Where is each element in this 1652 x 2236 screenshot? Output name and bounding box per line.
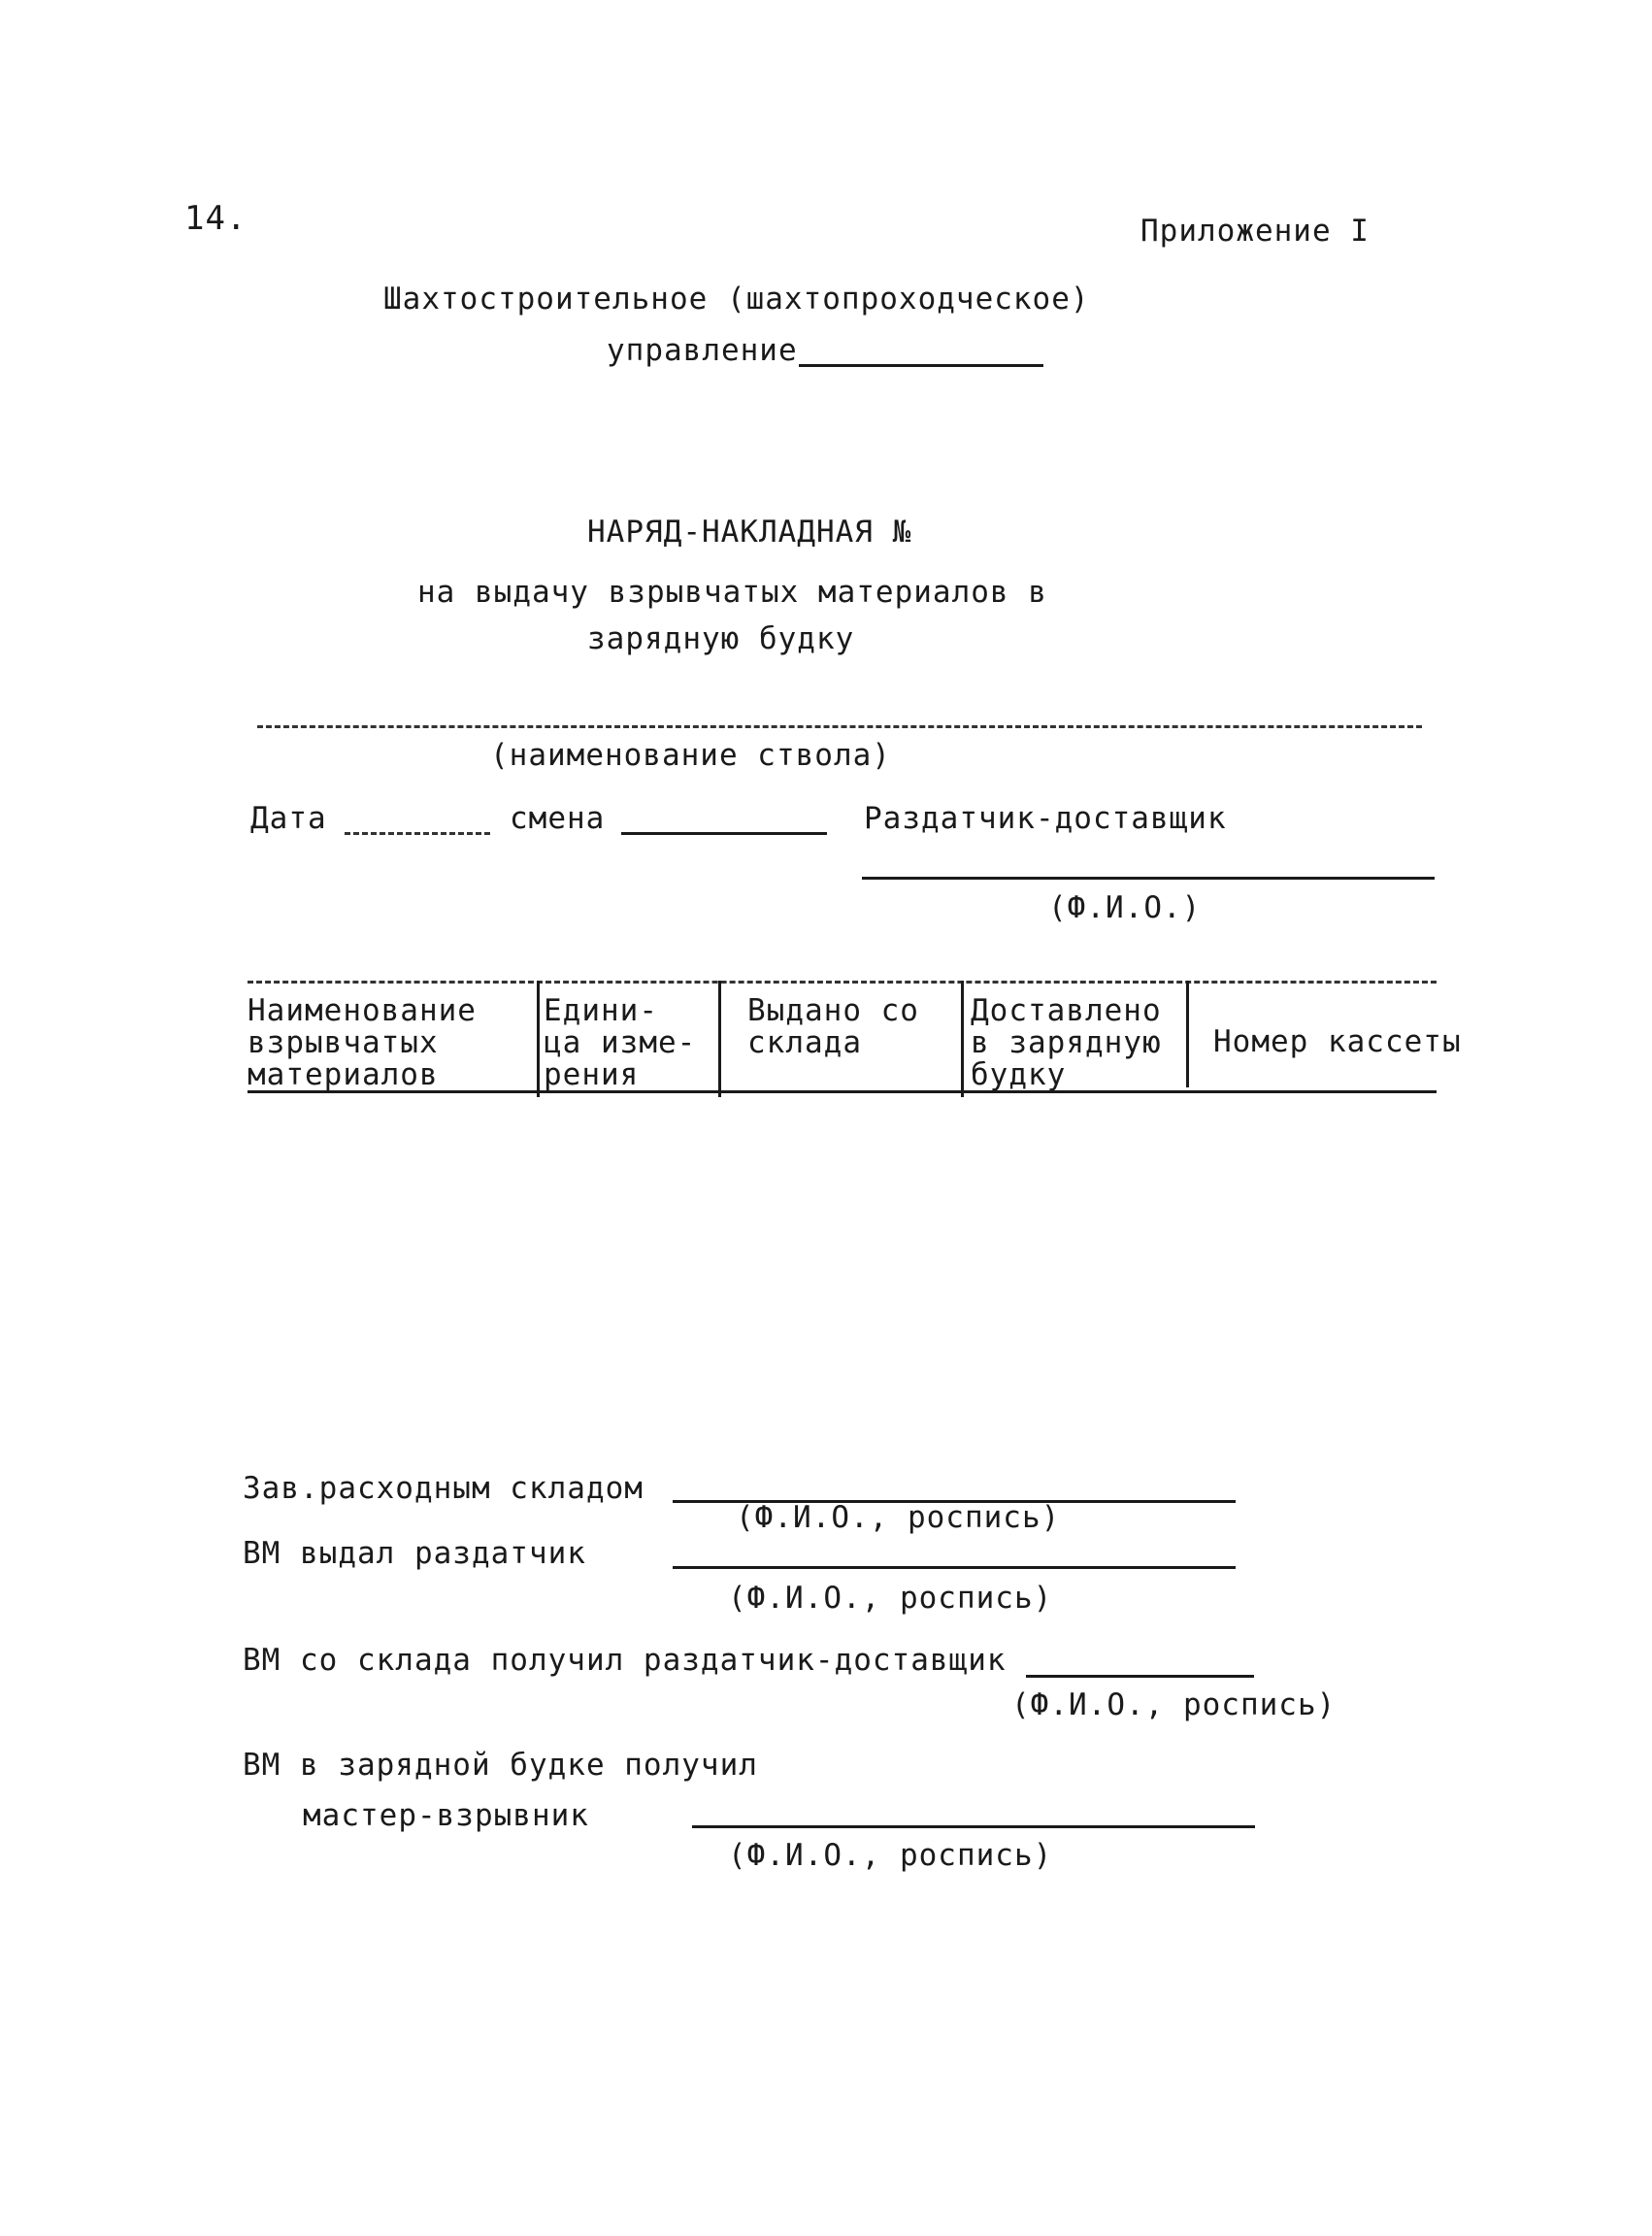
table-divider — [1186, 981, 1189, 1087]
issued-by-dispatcher-caption: (Ф.И.О., роспись) — [728, 1581, 1053, 1616]
warehouse-manager-caption: (Ф.И.О., роспись) — [736, 1500, 1061, 1535]
organization-name-blank[interactable] — [799, 364, 1043, 367]
date-label: Дата — [250, 801, 327, 836]
document-title: НАРЯД-НАКЛАДНАЯ № — [587, 515, 912, 550]
shift-label: смена — [510, 801, 606, 836]
shaft-name-blank[interactable] — [257, 725, 1422, 728]
dispatcher-fio-caption: (Ф.И.О.) — [1048, 890, 1202, 925]
received-by-blaster-caption: (Ф.И.О., роспись) — [728, 1838, 1053, 1873]
shaft-name-caption: (наименование ствола) — [490, 738, 891, 773]
received-by-blaster-label-line-1: ВМ в зарядной будке получил — [243, 1748, 758, 1783]
page-number: 14. — [184, 199, 248, 238]
document-subtitle-line-1: на выдачу взрывчатых материалов в — [417, 575, 1047, 610]
organization-line-1: Шахтостроительное (шахтопроходческое) — [383, 282, 1090, 317]
appendix-label: Приложение I — [1140, 214, 1370, 249]
table-top-border — [248, 981, 1437, 984]
received-by-blaster-signature-blank[interactable] — [692, 1825, 1255, 1828]
table-divider — [718, 981, 721, 1097]
warehouse-manager-label: Зав.расходным складом — [243, 1471, 644, 1506]
date-blank[interactable] — [345, 832, 490, 835]
issued-by-dispatcher-signature-blank[interactable] — [673, 1566, 1236, 1569]
table-divider — [537, 981, 540, 1097]
column-header-issued-from-warehouse: Выдано со склада — [747, 993, 919, 1060]
received-by-dispatcher-label: ВМ со склада получил раздатчик-доставщик — [243, 1643, 1007, 1678]
organization-line-2: управление — [607, 333, 798, 368]
table-divider — [961, 981, 964, 1097]
shift-blank[interactable] — [621, 832, 827, 835]
column-header-material-name: Наименование взрывчатых материалов — [248, 993, 477, 1092]
received-by-dispatcher-caption: (Ф.И.О., роспись) — [1011, 1687, 1337, 1722]
received-by-dispatcher-signature-blank[interactable] — [1026, 1675, 1254, 1678]
column-header-unit: Едини- ца изме- рения — [544, 993, 697, 1092]
received-by-blaster-label-line-2: мастер-взрывник — [303, 1798, 589, 1833]
column-header-delivered-to-booth: Доставлено в зарядную будку — [971, 993, 1162, 1092]
column-header-cassette-number: Номер кассеты — [1213, 1024, 1462, 1059]
dispatcher-fio-blank[interactable] — [862, 877, 1435, 880]
dispatcher-label: Раздатчик-доставщик — [864, 801, 1227, 836]
document-subtitle-line-2: зарядную будку — [587, 621, 855, 656]
issued-by-dispatcher-label: ВМ выдал раздатчик — [243, 1536, 586, 1571]
